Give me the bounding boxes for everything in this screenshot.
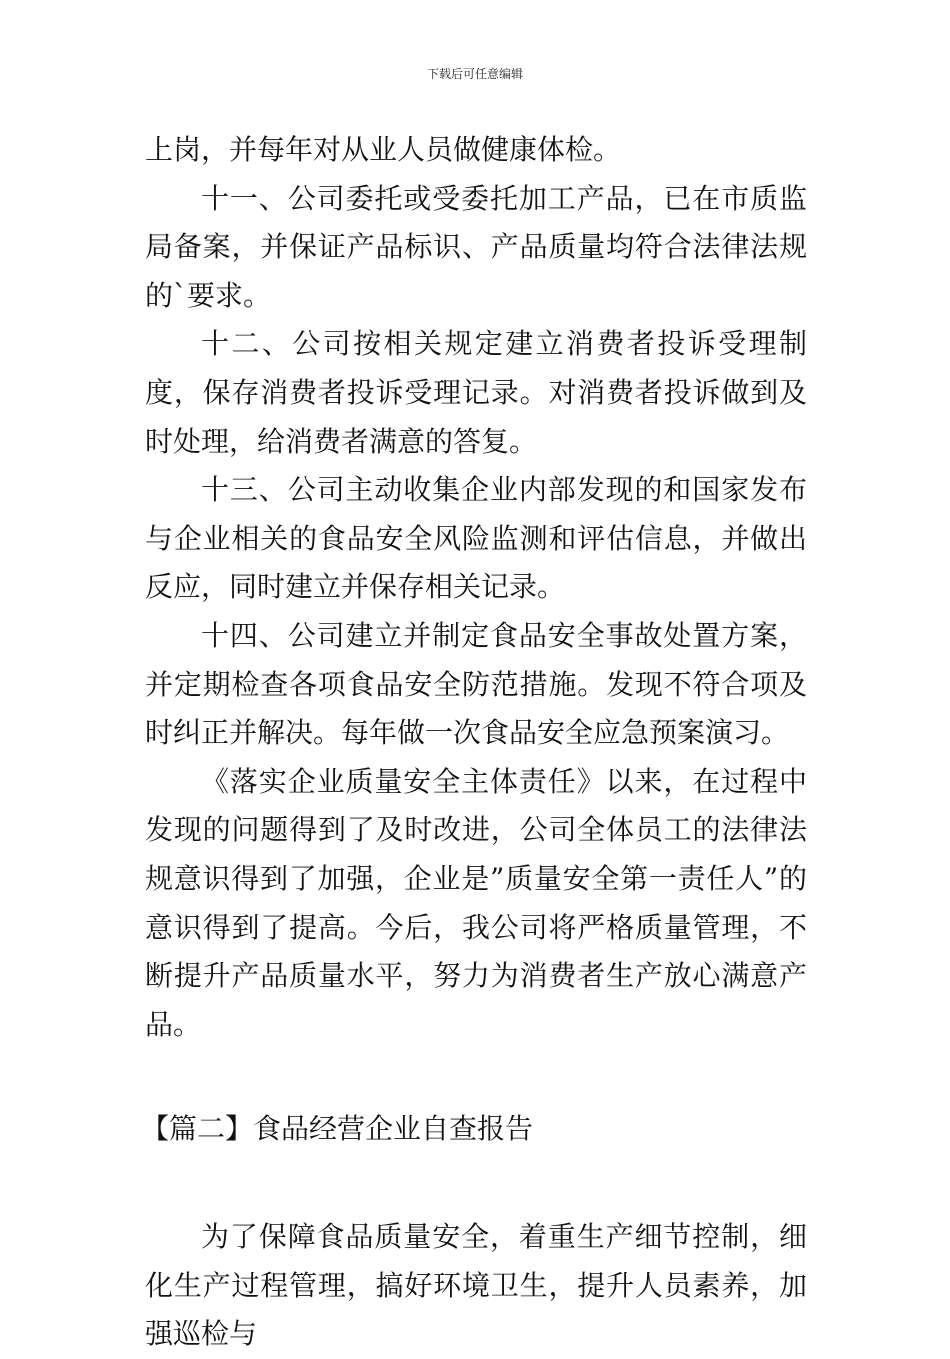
section-paragraph: 为了保障食品质量安全，着重生产细节控制，细化生产过程管理，搞好环境卫生，提升人员素养，加强巡检与 — [145, 1220, 807, 1351]
paragraph-item-14: 十四、公司建立并制定食品安全事故处置方案，并定期检查各项食品安全防范措施。发现不符合项及时纠正并解决。每年做一次食品安全应急预案演习。 — [145, 618, 807, 750]
paragraph-item-11: 十一、公司委托或受委托加工产品，已在市质监局备案，并保证产品标识、产品质量均符合法律法规的`要求。 — [145, 181, 807, 312]
section-heading: 【篇二】食品经营企业自查报告 — [141, 1112, 534, 1146]
paragraph-item-13: 十三、公司主动收集企业内部发现的和国家发布与企业相关的食品安全风险监测和评估信息，并做出反应，同时建立并保存相关记录。 — [145, 473, 807, 604]
paragraph-conclusion: 《落实企业质量安全主体责任》以来，在过程中发现的问题得到了及时改进，公司全体员工的法律法规意识得到了加强，企业是”质量安全第一责任人”的意识得到了提高。今后，我公司将严格质量管理，不断提升产品质量水平，努力为消费者生产放心满意产品。 — [145, 764, 807, 1041]
document-body — [141, 126, 807, 1359]
paragraph-item-12: 十二、公司按相关规定建立消费者投诉受理制度，保存消费者投诉受理记录。对消费者投诉做到及时处理，给消费者满意的答复。 — [145, 327, 807, 458]
paragraph-continuation: 上岗，并每年对从业人员做健康体检。 — [145, 133, 622, 166]
page-header: 下载后可任意编辑 — [426, 67, 523, 81]
